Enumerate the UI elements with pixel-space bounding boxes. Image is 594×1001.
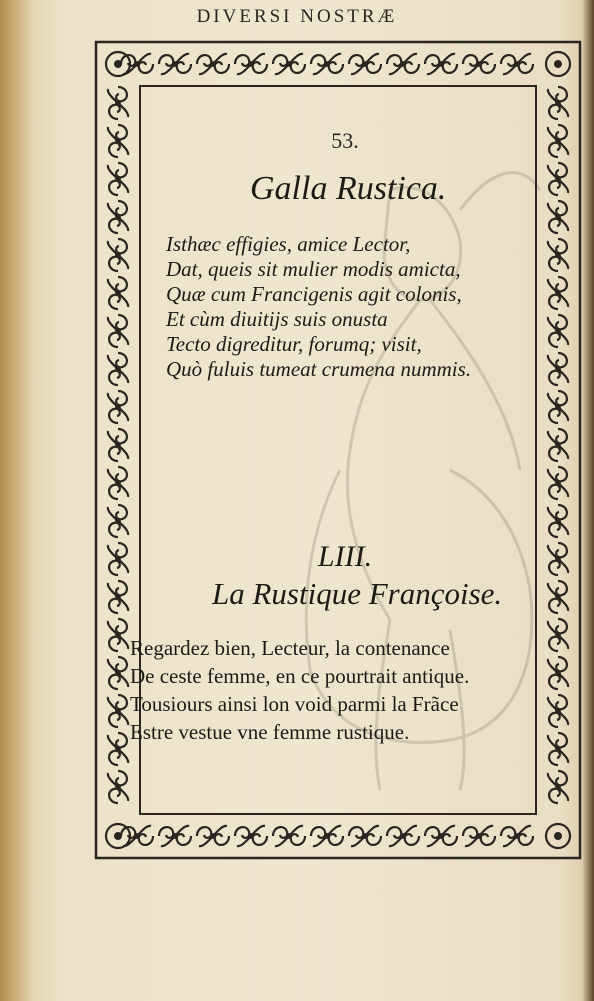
page-number: 53. — [331, 128, 359, 153]
latin-verse-line: Tecto digreditur, forumq; visit, — [166, 332, 422, 356]
latin-verses — [166, 232, 546, 382]
running-head: DIVERSI NOSTRÆ — [196, 6, 398, 27]
french-title: La Rustique Françoise. — [212, 576, 503, 611]
latin-verse-line: Isthæc effigies, amice Lector, — [166, 232, 411, 256]
french-verse-line: De ceste femme, en ce pourtrait antique. — [130, 664, 470, 688]
french-verse-line: Tousiours ainsi lon void parmi la Frãce — [130, 692, 459, 716]
latin-verse-line: Et cùm diuitijs suis onusta — [166, 307, 388, 331]
section-number: LIII. — [317, 540, 373, 573]
french-verse-line: Estre vestue vne femme rustique. — [130, 720, 410, 744]
latin-title: Galla Rustica. — [250, 170, 447, 207]
latin-verse-line: Quò fuluis tumeat crumena nummis. — [166, 357, 472, 381]
latin-verse-line: Dat, queis sit mulier modis amicta, — [166, 257, 461, 281]
french-verses — [130, 634, 570, 746]
french-verse-line: Regardez bien, Lecteur, la contenance — [130, 636, 450, 660]
latin-verse-line: Quæ cum Francigenis agit colonis, — [166, 282, 462, 306]
